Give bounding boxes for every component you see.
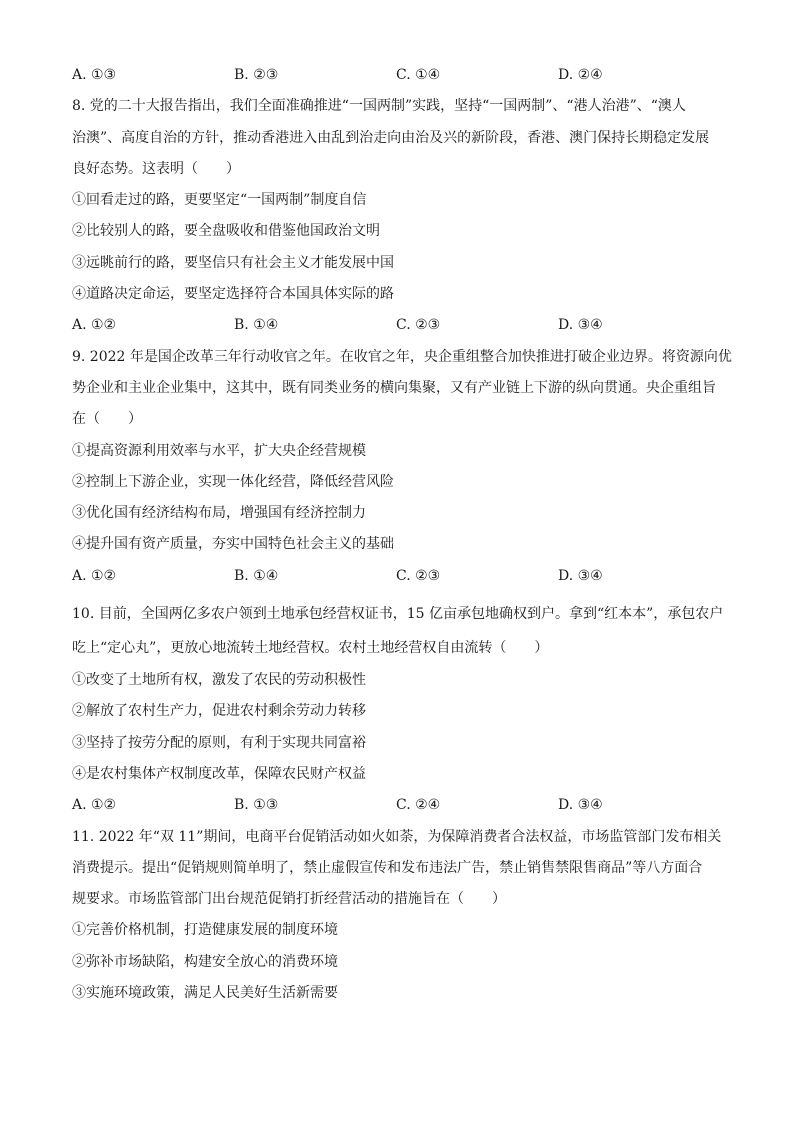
- q10-stem-line: 10. 目前，全国两亿多农户领到土地承包经营权证书，15 亿亩承包地确权到户。拿到“红本本”，承包农户: [72, 606, 724, 623]
- q9-statement-1: ①提高资源利用效率与水平，扩大央企经营规模: [72, 442, 366, 459]
- q11-stem-line: 规要求。市场监管部门出台规范促销打折经营活动的措施旨在（ ）: [72, 891, 506, 908]
- question-8: [72, 91, 722, 341]
- q9-stem-line: 势企业和主业企业集中，这其中，既有同类业务的横向集聚，又有产业链上下游的纵向贯通。央企重组旨: [72, 379, 716, 396]
- q9-option-c: C. ②③: [396, 567, 441, 584]
- q7-option-a: A. ①③: [72, 67, 117, 83]
- question-10: [72, 596, 722, 821]
- q9-statement-3: ③优化国有经济结构布局，增强国有经济控制力: [72, 505, 366, 522]
- q9-option-a: A. ①②: [72, 567, 117, 584]
- q9-stem-line: 9. 2022 年是国企改革三年行动收官之年。在收官之年，央企重组整合加快推进打破企业边界。将资源向优: [72, 348, 732, 365]
- q8-stem-line: 8. 党的二十大报告指出，我们全面准确推进“一国两制”实践，坚持“一国两制”、“港人治港”、“澳人: [72, 98, 686, 115]
- q8-options: [72, 310, 722, 341]
- q10-option-b: B. ①③: [234, 797, 279, 814]
- q8-option-a: A. ①②: [72, 317, 117, 334]
- q7-options: [72, 60, 722, 91]
- q9-stem-line: 在（ ）: [72, 411, 142, 428]
- q8-statement-1: ①回看走过的路，更要坚定“一国两制”制度自信: [72, 192, 367, 209]
- q8-option-b: B. ①④: [234, 317, 279, 334]
- q10-option-c: C. ②④: [396, 797, 441, 814]
- q10-statement-4: ④是农村集体产权制度改革，保障农民财产权益: [72, 765, 366, 782]
- q9-statement-4: ④提升国有资产质量，夯实中国特色社会主义的基础: [72, 536, 394, 553]
- q8-stem-line: 良好态势。这表明（ ）: [72, 160, 240, 177]
- exam-page: [72, 60, 732, 1009]
- q10-statement-3: ③坚持了按劳分配的原则，有利于实现共同富裕: [72, 734, 366, 751]
- q8-stem-line: 治澳”、高度自治的方针，推动香港进入由乱到治走向由治及兴的新阶段，香港、澳门保持长期稳定发展: [72, 129, 710, 146]
- q10-option-a: A. ①②: [72, 797, 117, 814]
- q11-statement-3: ③实施环境政策，满足人民美好生活新需要: [72, 985, 338, 1002]
- q10-options: [72, 790, 722, 821]
- q9-option-b: B. ①④: [234, 567, 279, 584]
- q8-option-d: D. ③④: [558, 317, 603, 334]
- q9-statement-2: ②控制上下游企业，实现一体化经营，降低经营风险: [72, 473, 394, 490]
- q11-statement-2: ②弥补市场缺陷，构建安全放心的消费环境: [72, 953, 338, 970]
- q11-statement-1: ①完善价格机制，打造健康发展的制度环境: [72, 922, 338, 939]
- q10-statement-1: ①改变了土地所有权，激发了农民的劳动积极性: [72, 672, 366, 689]
- q9-option-d: D. ③④: [558, 567, 603, 584]
- q8-statement-4: ④道路决定命运，要坚定选择符合本国具体实际的路: [72, 286, 394, 303]
- q8-statement-3: ③远眺前行的路，要坚信只有社会主义才能发展中国: [72, 254, 394, 271]
- q7-option-d: D. ②④: [558, 67, 603, 83]
- question-11: [72, 822, 722, 1010]
- q7-option-c: C. ①④: [396, 67, 441, 83]
- q9-options: [72, 561, 722, 592]
- q8-option-c: C. ②③: [396, 317, 441, 334]
- q11-stem-line: 消费提示。提出“促销规则简单明了，禁止虚假宣传和发布违法广告，禁止销售禁限售商品”等八方面合: [72, 859, 703, 876]
- q7-option-b: B. ②③: [234, 67, 279, 83]
- question-9: [72, 342, 732, 592]
- q10-option-d: D. ③④: [558, 797, 603, 814]
- q10-stem-line: 吃上“定心丸”，更放心地流转土地经营权。农村土地经营权自由流转（ ）: [72, 640, 549, 657]
- q11-stem-line: 11. 2022 年“双 11”期间，电商平台促销活动如火如荼，为保障消费者合法权益，市场监管部门发布相关: [72, 828, 722, 845]
- q10-statement-2: ②解放了农村生产力，促进农村剩余劳动力转移: [72, 703, 366, 720]
- q8-statement-2: ②比较别人的路，要全盘吸收和借鉴他国政治文明: [72, 223, 380, 240]
